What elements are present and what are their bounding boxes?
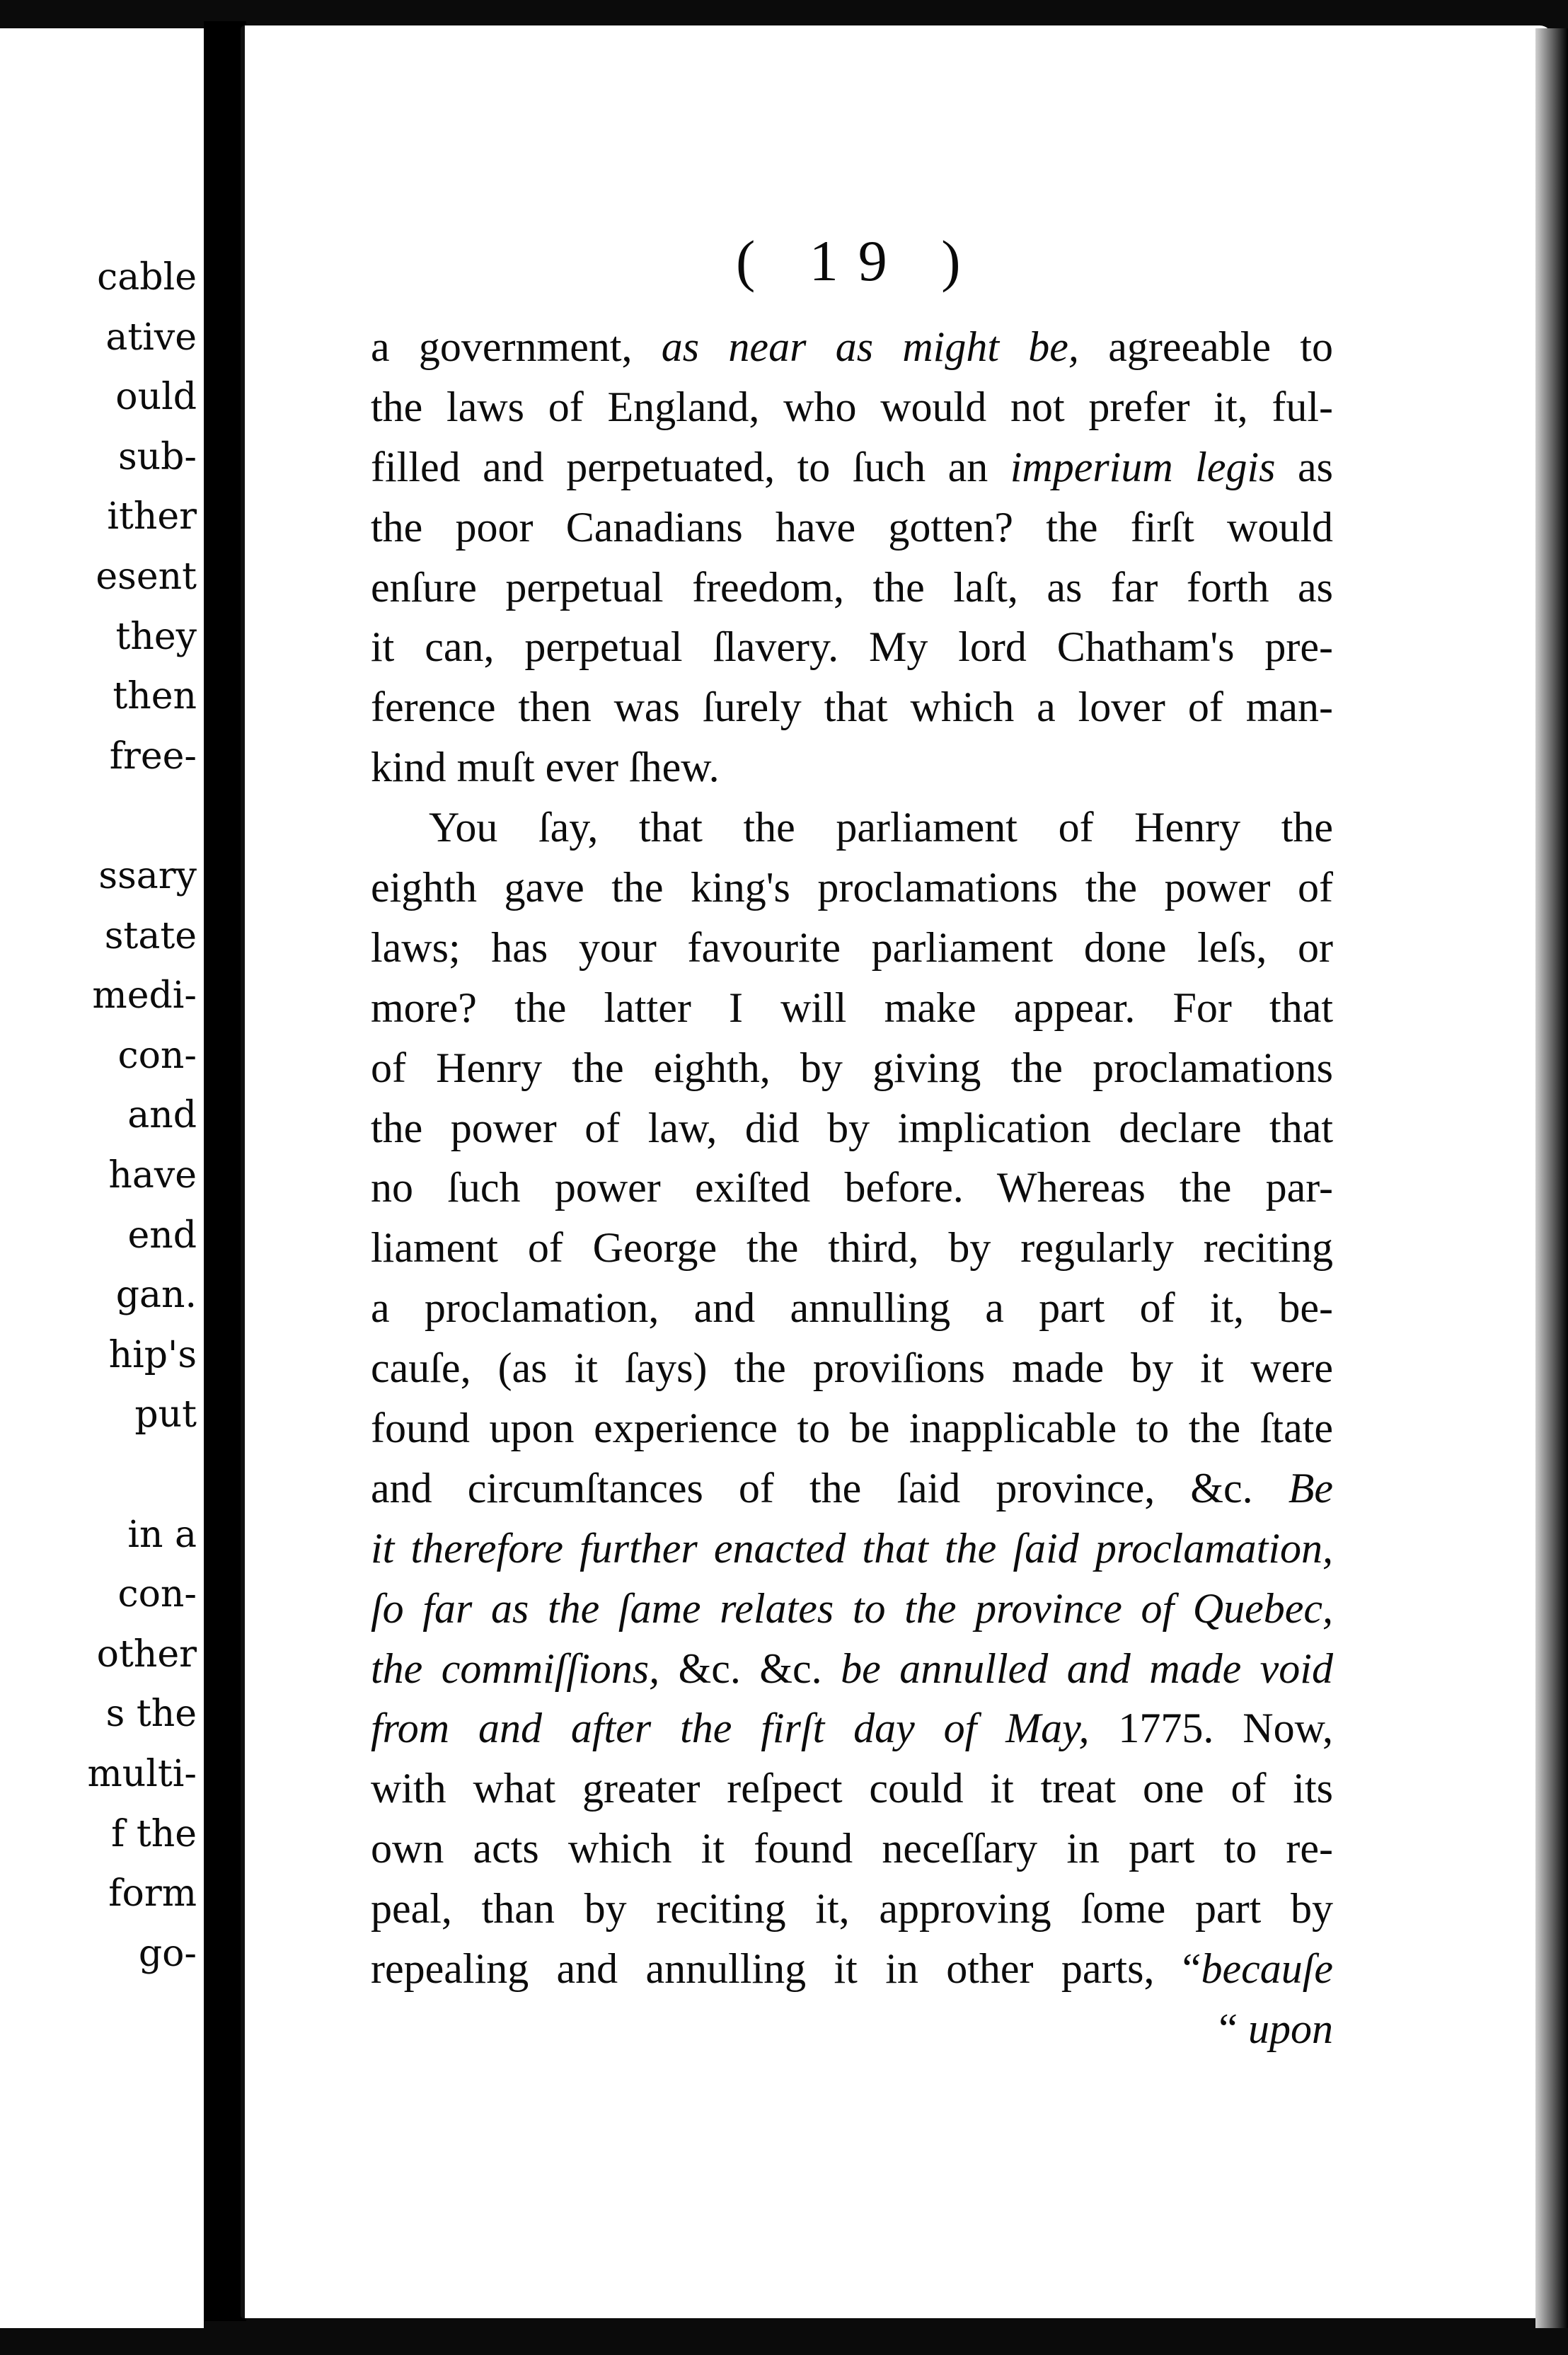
text-line — [371, 1579, 1333, 1639]
book-gutter — [204, 21, 246, 2321]
text-line — [371, 1639, 1333, 1699]
text-segment: ference then was ſurely that which a lover of man- — [371, 684, 1333, 731]
page-edge-shadow — [1535, 28, 1568, 2328]
text-segment: kind muſt ever ſhew. — [371, 744, 720, 791]
left-page-line-fragment: medi- — [92, 974, 197, 1018]
left-page-line-fragment: state — [104, 914, 197, 957]
text-line — [371, 1999, 1333, 2059]
left-page-line-fragment: they — [115, 615, 197, 658]
text-segment: the poor Canadians have gotten? the firſt would — [371, 503, 1333, 551]
italic-text-segment: as near as might be, — [661, 323, 1079, 370]
text-segment: You ſay, that the parliament of Henry the — [429, 804, 1333, 851]
left-page-line-fragment: cable — [97, 256, 197, 299]
italic-text-segment: the commiſſions, — [371, 1645, 660, 1692]
text-segment: no ſuch power exiſted before. Whereas the par- — [371, 1164, 1333, 1211]
text-segment: liament of George the third, by regularly reciting — [371, 1224, 1333, 1272]
text-segment: a proclamation, and annulling a part of it, be- — [371, 1284, 1333, 1332]
text-segment: cauſe, (as it ſays) the proviſions made by it were — [371, 1345, 1333, 1392]
left-page-line-fragment: end — [127, 1214, 197, 1257]
text-line — [371, 798, 1333, 858]
left-page-line-fragment: have — [108, 1154, 197, 1197]
text-line — [371, 1398, 1333, 1458]
text-line — [371, 677, 1333, 737]
italic-text-segment: it therefore further enacted that the ſaid proclamation, — [371, 1524, 1333, 1572]
text-line — [371, 1098, 1333, 1158]
italic-text-segment: imperium legis — [1010, 443, 1276, 490]
page-body-text — [371, 317, 1333, 2059]
text-segment: filled and perpetuated, to ſuch an — [371, 443, 1010, 490]
text-segment: as — [1275, 443, 1333, 490]
text-line — [371, 1939, 1333, 1999]
text-line — [371, 858, 1333, 918]
text-segment: more? the latter I will make appear. For that — [371, 984, 1333, 1031]
text-segment: eighth gave the king's proclamations the power of — [371, 864, 1333, 911]
left-page-line-fragment: ither — [107, 495, 197, 539]
text-line — [371, 918, 1333, 978]
text-line — [371, 1819, 1333, 1879]
text-line — [371, 1278, 1333, 1338]
text-line — [371, 497, 1333, 558]
left-page-line-fragment: con- — [117, 1573, 197, 1616]
left-page-line-fragment: other — [96, 1633, 197, 1676]
text-segment: own acts which it found neceſſary in part to re- — [371, 1825, 1333, 1872]
text-line — [371, 317, 1333, 377]
italic-text-segment: be annulled and made void — [841, 1645, 1333, 1692]
text-segment: laws; has your favourite parliament done leſs, or — [371, 923, 1333, 971]
left-page-line-fragment: free- — [109, 735, 197, 778]
text-line — [371, 1458, 1333, 1519]
left-page-line-fragment: form — [108, 1872, 197, 1916]
text-line — [371, 1519, 1333, 1579]
text-line — [371, 737, 1333, 798]
italic-text-segment: Be — [1288, 1464, 1333, 1512]
text-line — [371, 1038, 1333, 1098]
text-segment: &c. &c. — [659, 1645, 841, 1692]
left-page-line-fragment: hip's — [108, 1333, 197, 1376]
left-page-line-fragment: ative — [105, 316, 197, 359]
left-page-line-fragment: multi- — [87, 1753, 197, 1795]
left-page-line-fragment: esent — [96, 555, 197, 598]
left-page-line-fragment: put — [134, 1393, 197, 1436]
text-line — [371, 1879, 1333, 1939]
text-segment: found upon experience to be inapplicable to the ſtate — [371, 1405, 1333, 1452]
left-page-line-fragment: ould — [115, 376, 197, 419]
italic-text-segment: from and after the firſt day of May, — [371, 1705, 1090, 1752]
left-facing-page — [0, 28, 204, 2328]
italic-text-segment: upon — [1248, 2005, 1333, 2052]
text-segment: a government, — [371, 323, 662, 370]
text-segment: and circumſtances of the ſaid province, &c. — [371, 1464, 1289, 1512]
text-line — [371, 978, 1333, 1038]
text-segment: with what greater reſpect could it treat one of its — [371, 1765, 1333, 1812]
text-segment: peal, than by reciting it, approving ſome part by — [371, 1885, 1333, 1933]
text-line — [371, 1758, 1333, 1819]
italic-text-segment: becauſe — [1201, 1945, 1333, 1993]
left-page-line-fragment: go- — [138, 1932, 197, 1975]
text-line — [371, 377, 1333, 437]
text-line — [371, 558, 1333, 618]
text-segment: of Henry the eighth, by giving the proclamations — [371, 1044, 1333, 1091]
left-page-line-fragment: ssary — [98, 855, 197, 897]
text-segment: it can, perpetual ſlavery. My lord Chatham's pre- — [371, 623, 1333, 671]
text-segment: the laws of England, who would not prefer it, ful- — [371, 383, 1333, 430]
text-segment: enſure perpetual freedom, the laſt, as far forth as — [371, 563, 1333, 611]
text-segment: “ — [1218, 2005, 1248, 2052]
text-segment: agreeable to — [1078, 323, 1333, 370]
text-line — [371, 1698, 1333, 1758]
left-page-line-fragment: f the — [111, 1812, 197, 1855]
text-line — [371, 1158, 1333, 1218]
text-segment: repealing and annulling it in other parts, “ — [371, 1945, 1201, 1993]
left-page-line-fragment: in a — [127, 1513, 197, 1556]
left-page-line-fragment: then — [113, 675, 197, 718]
left-page-line-fragment: sub- — [117, 435, 197, 478]
text-line — [371, 1218, 1333, 1278]
text-line — [371, 617, 1333, 677]
text-line — [371, 437, 1333, 497]
page-number: ( 19 ) — [736, 229, 981, 293]
text-segment: the power of law, did by implication declare that — [371, 1104, 1333, 1151]
left-page-line-fragment: gan. — [115, 1274, 197, 1317]
text-segment: 1775. Now, — [1089, 1705, 1334, 1752]
left-page-line-fragment: con- — [117, 1034, 197, 1077]
italic-text-segment: ſo far as the ſame relates to the province of Quebec, — [371, 1584, 1333, 1632]
text-line — [371, 1338, 1333, 1398]
left-page-line-fragment: and — [127, 1094, 197, 1137]
left-page-line-fragment: s the — [105, 1693, 197, 1736]
